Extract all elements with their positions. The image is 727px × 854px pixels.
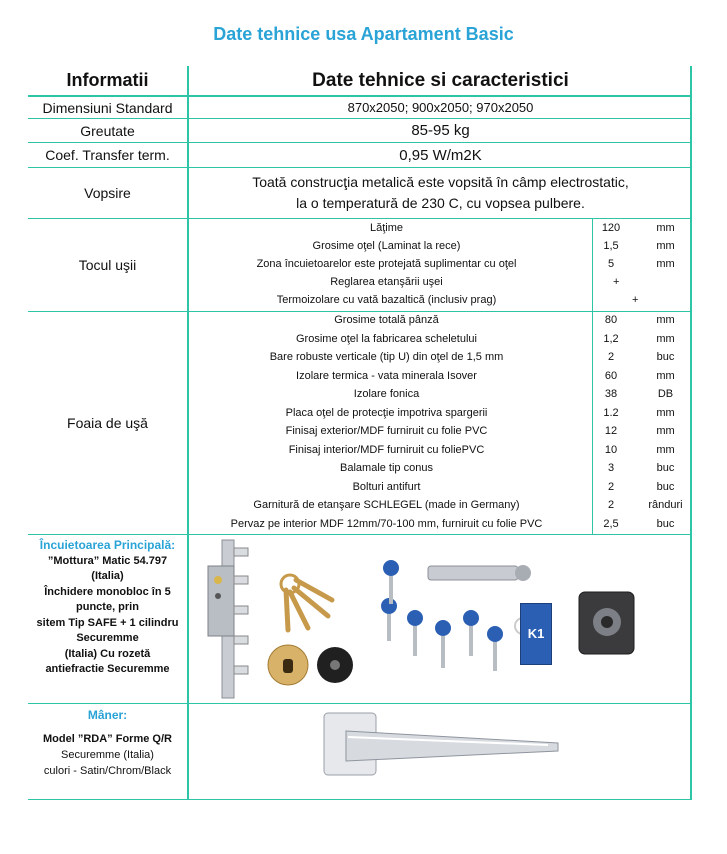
greutate-value: 85-95 kg	[411, 122, 470, 139]
tocul-row: Reglarea etanşării uşei +	[330, 276, 620, 288]
handle-heading: Mâner:	[87, 708, 128, 722]
vopsire-line-2: la o temperatură de 230 C, cu vopsea pulbere.	[296, 195, 585, 211]
foaia-row: Placa oţel de protecţie impotriva spargerii 1.2 mm	[285, 406, 675, 419]
security-rosette-image	[573, 586, 643, 661]
coef-label: Coef. Transfer term.	[45, 147, 170, 163]
bottom-border	[28, 799, 692, 800]
tocul-row: Zona încuietoarelor este protejată suplimentar cu oţel 5 mm	[256, 258, 675, 270]
foaia-row: Balamale tip conus 3 buc	[340, 462, 675, 474]
header-informatii: Informatii	[66, 70, 149, 90]
handle-description: Mâner: Model ”RDA” Forme Q/R Securemme (Italia) culori - Satin/Chrom/Black	[28, 707, 187, 779]
vopsire-line-1: Toată construcţia metalică este vopsită în câmp electrostatic,	[252, 174, 629, 190]
greutate-label: Greutate	[80, 122, 135, 139]
foaia-row: Garnitură de etanşare SCHLEGEL (made in Germany) 2 rânduri	[253, 499, 683, 511]
header-date-tehnice: Date tehnice si caracteristici	[312, 69, 569, 91]
foaia-row: Pervaz pe interior MDF 12mm/70-100 mm, furniruit cu folie PVC 2,5 buc	[230, 517, 675, 530]
row-divider	[28, 703, 692, 704]
key-card-badge: K1	[520, 603, 552, 665]
foaia-row: Grosime oţel la fabricarea scheletului 1,2 mm	[296, 332, 675, 345]
foaia-row: Izolare fonica 38 DB	[353, 388, 674, 400]
foaia-label: Foaia de uşă	[67, 415, 148, 431]
lock-heading: Încuietoarea Principală:	[39, 538, 176, 552]
lock-mechanism-image	[200, 536, 270, 701]
tocul-row: Lăţime 120 mm	[369, 222, 675, 234]
dimensiuni-label: Dimensiuni Standard	[42, 99, 173, 116]
coef-value: 0,95 W/m2K	[399, 146, 482, 164]
foaia-row: Grosime totală pânză 80 mm	[334, 314, 675, 326]
tocul-row: Termoizolare cu vată bazaltică (inclusiv prag) +	[276, 294, 639, 306]
keys-image	[268, 566, 338, 636]
foaia-row: Finisaj interior/MDF furniruit cu foliePVC 10 mm	[288, 443, 675, 456]
foaia-row: Izolare termica - vata minerala Isover 60 mm	[296, 369, 675, 382]
lock-description: Încuietoarea Principală: ”Mottura” Matic 54.797 (Italia) Închidere monobloc în 5 puncte, prin sitem Tip SAFE + 1 cilindru Securemme (Italia) Cu rozetă antiefractie Securemme	[28, 538, 187, 678]
tocul-row: Grosime oţel (Laminat la rece) 1,5 mm	[312, 240, 675, 252]
rosette-black-image	[313, 641, 358, 691]
foaia-row: Finisaj exterior/MDF furniruit cu folie PVC 12 mm	[285, 425, 675, 437]
foaia-row: Bolturi antifurt 2 buc	[352, 480, 675, 493]
tocul-label: Tocul uşii	[78, 257, 137, 273]
value-divider	[592, 312, 593, 534]
foaia-row: Bare robuste verticale (tip U) din oţel de 1,5 mm 2 buc	[269, 351, 675, 363]
vopsire-label: Vopsire	[84, 185, 131, 201]
row-divider	[28, 534, 692, 535]
vopsire-value	[189, 168, 692, 218]
page-title: Date tehnice usa Apartament Basic	[213, 24, 514, 44]
door-handle-image	[318, 711, 563, 781]
dimensiuni-value: 870x2050; 900x2050; 970x2050	[347, 100, 534, 115]
spec-sheet	[28, 66, 692, 800]
value-divider	[592, 219, 593, 311]
